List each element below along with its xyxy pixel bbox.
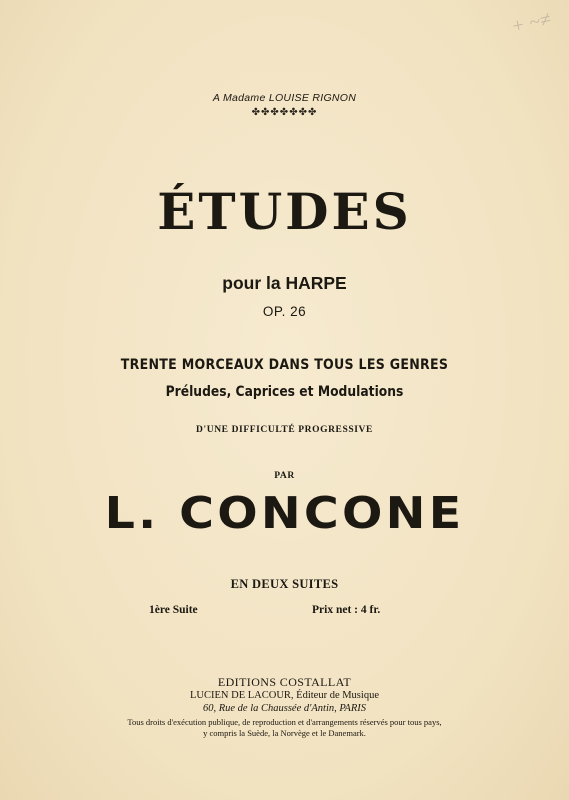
- composer-name: L. CONCONE: [104, 488, 465, 539]
- by-label: PAR: [274, 471, 295, 481]
- rights-notice-line2: y compris la Suède, la Norvège et le Danemark.: [203, 728, 366, 738]
- ornament-divider: ✤✤✤✤✤✤✤: [251, 107, 318, 118]
- suites-note: EN DEUX SUITES: [230, 577, 339, 591]
- difficulty-note: D'UNE DIFFICULTÉ PROGRESSIVE: [196, 425, 373, 435]
- publisher-editor: LUCIEN DE LACOUR, Éditeur de Musique: [190, 690, 379, 701]
- instrument-subtitle: pour la HARPE: [222, 273, 347, 293]
- piece-kinds: Préludes, Caprices et Modulations: [165, 384, 404, 400]
- rights-notice-line1: Tous droits d'exécution publique, de reproduction et d'arrangements réservés pour tous pays,: [127, 717, 442, 727]
- tagline: TRENTE MORCEAUX DANS TOUS LES GENRES: [120, 357, 449, 373]
- pencil-annotation: + ~≠: [508, 8, 553, 38]
- opus-number: OP. 26: [262, 304, 307, 319]
- suite-label: 1ère Suite: [149, 604, 198, 616]
- page-title: ÉTUDES: [157, 182, 412, 241]
- publisher-address: 60, Rue de la Chaussée d'Antin, PARIS: [202, 703, 367, 714]
- publisher-name: EDITIONS COSTALLAT: [217, 675, 352, 689]
- price-label: Prix net : 4 fr.: [312, 604, 381, 616]
- dedication: A Madame LOUISE RIGNON: [212, 92, 357, 104]
